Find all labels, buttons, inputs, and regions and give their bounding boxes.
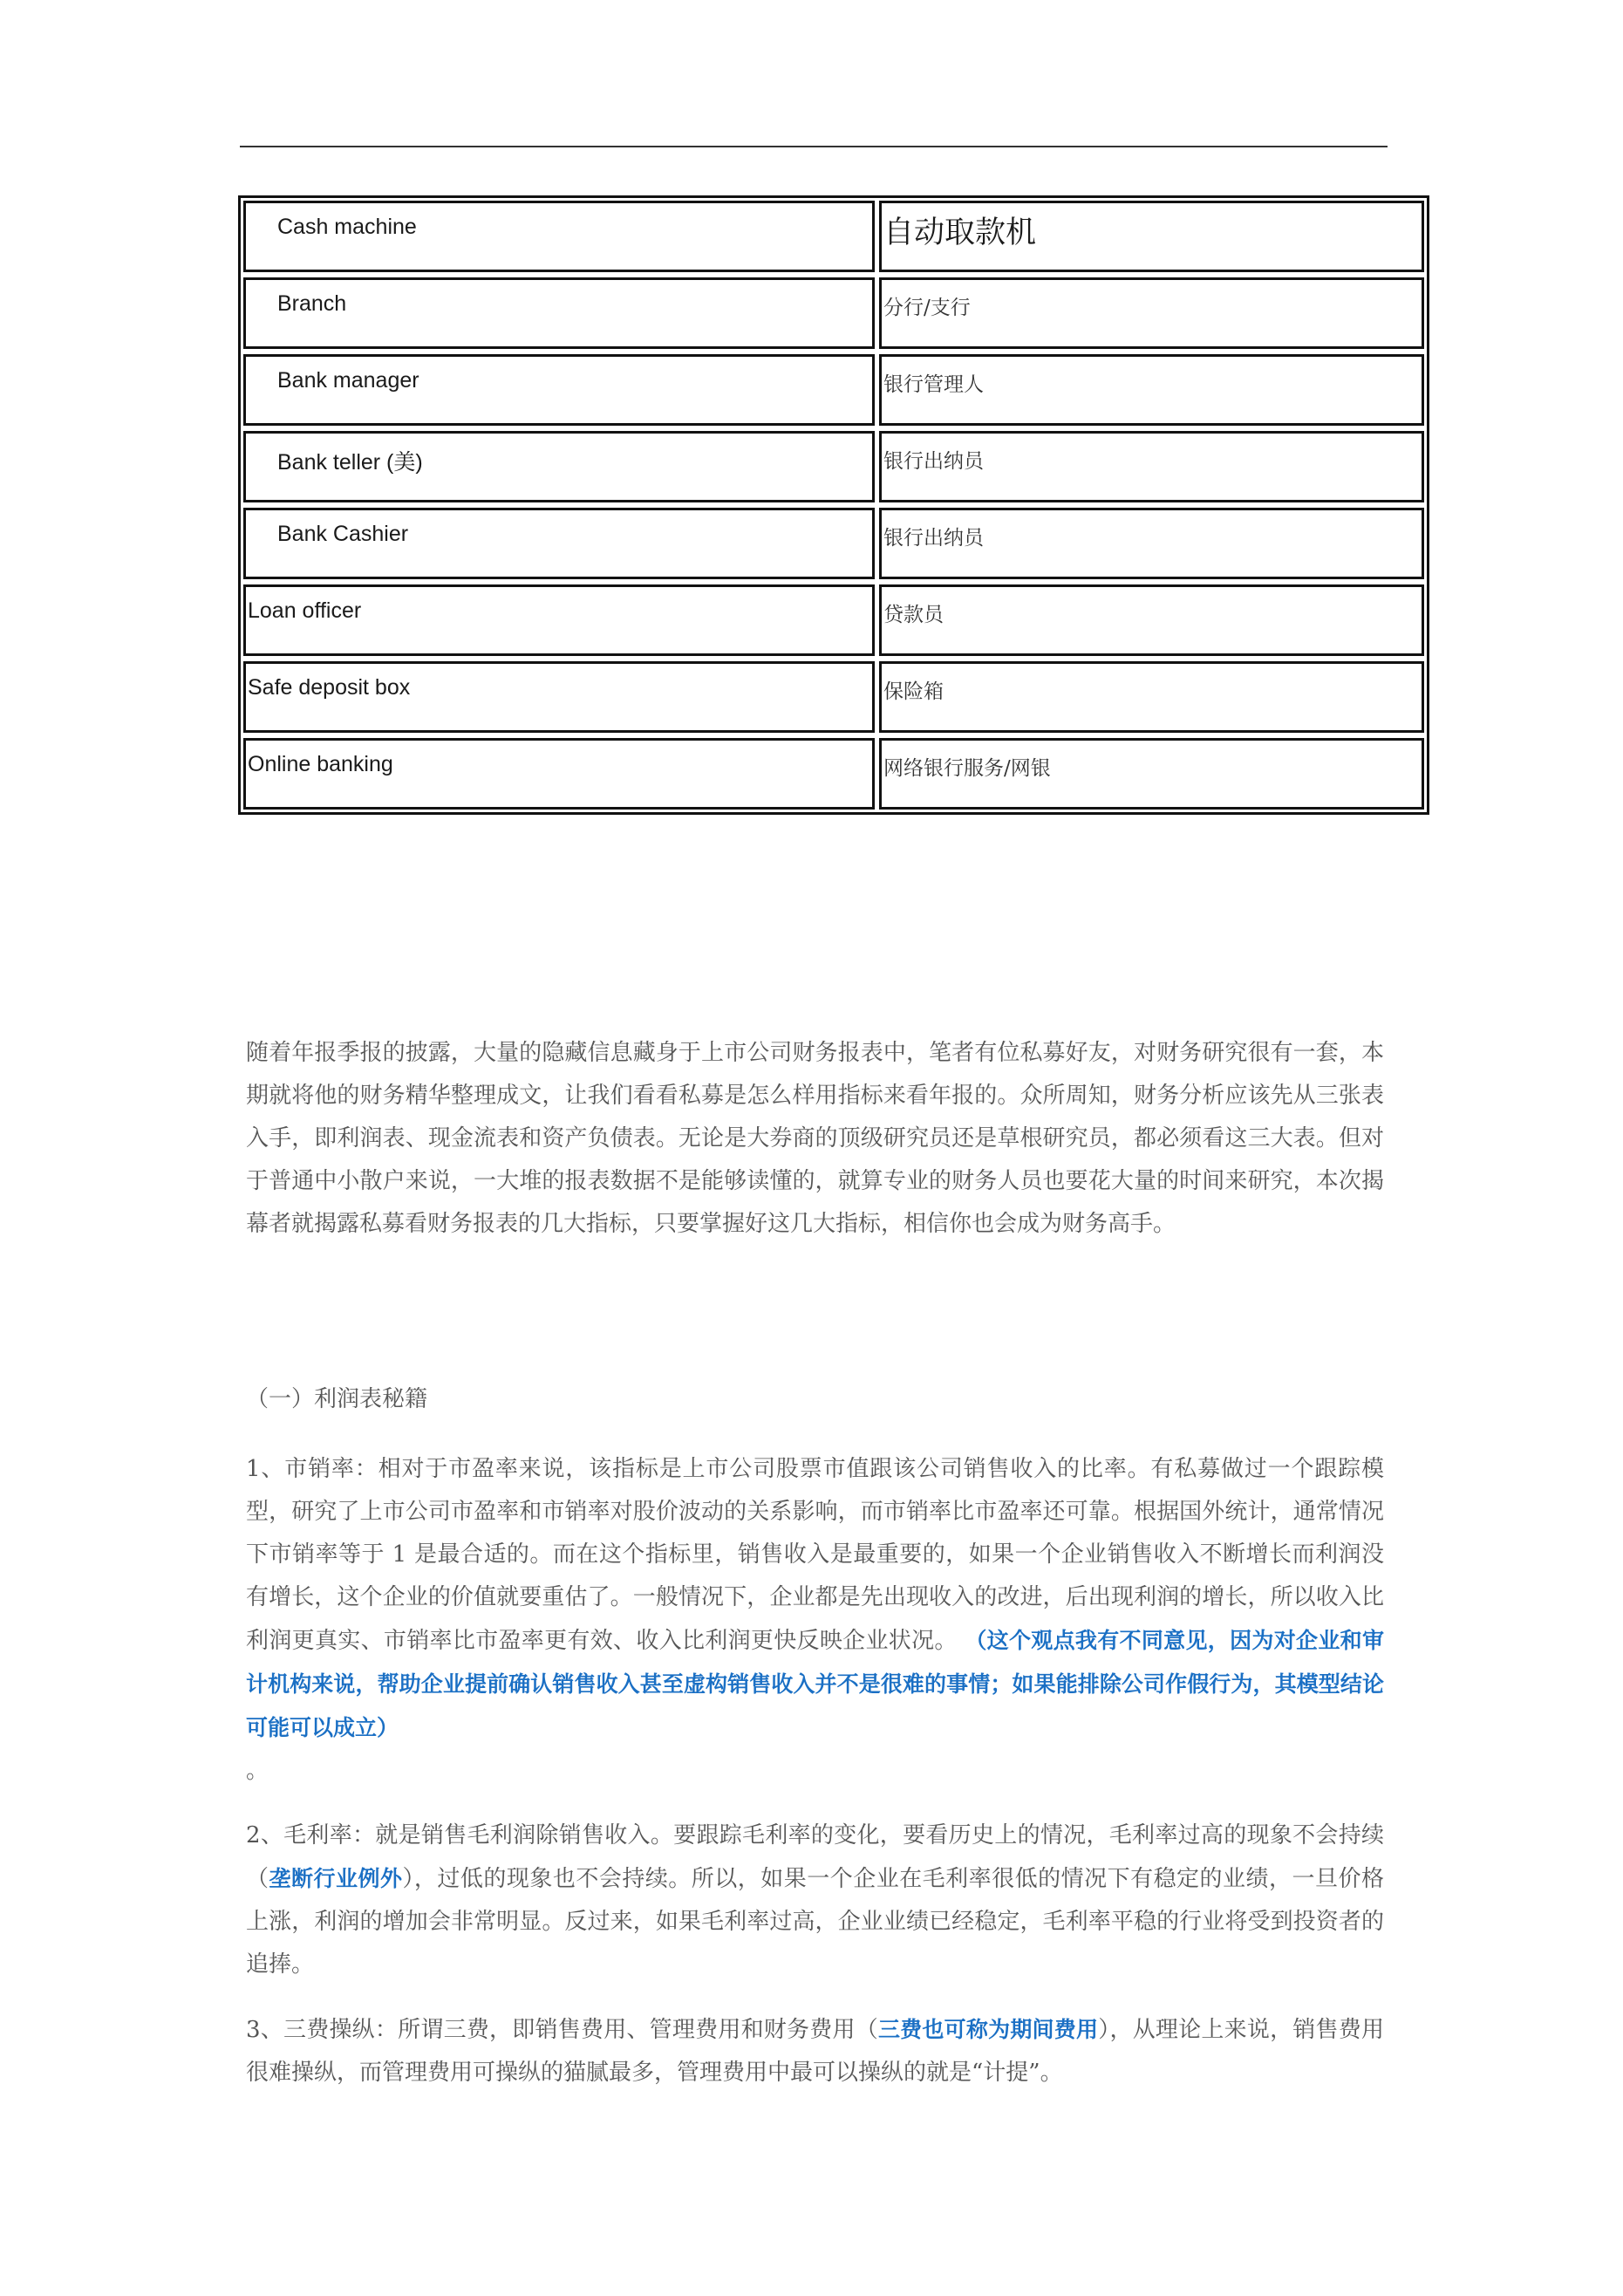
header-rule: [240, 146, 1388, 147]
term-english: Bank manager: [243, 354, 875, 426]
term-english: Loan officer: [243, 584, 875, 656]
term-chinese: 银行出纳员: [879, 508, 1424, 579]
intro-paragraph: 随着年报季报的披露，大量的隐藏信息藏身于上市公司财务报表中，笔者有位私募好友，对财务研究很有一套，本期就将他的财务精华整理成文，让我们看看私募是怎么样用指标来看年报的。众所周知，财务分析应该先从三张表入手，即利润表、现金流表和资产负债表。无论是大券商的顶级研究员还是草根研究员，都必须看这三大表。但对于普通中小散户来说，一大堆的报表数据不是能够读懂的，就算专业的财务人员也要花大量的时间来研究，本次揭幕者就揭露私募看财务报表的几大指标，只要掌握好这几大指标，相信你也会成为财务高手。: [246, 1040, 1384, 1237]
term-chinese: 保险箱: [879, 661, 1424, 733]
term-chinese: 银行出纳员: [879, 431, 1424, 502]
term-chinese: 网络银行服务/网银: [879, 738, 1424, 810]
term-english: Bank Cashier: [243, 508, 875, 579]
item-text: 2、毛利率：就是销售毛利润除销售收入。要跟踪毛利率的变化，要看历史上的情况，毛利率过高的现象不会持续（: [246, 1822, 1384, 1892]
term-english: Safe deposit box: [243, 661, 875, 733]
item-tail: 。: [246, 1758, 269, 1784]
term-chinese: 分行/支行: [879, 277, 1424, 349]
editor-note: 垄断行业例外: [269, 1866, 403, 1891]
term-chinese: 贷款员: [879, 584, 1424, 656]
term-english: Online banking: [243, 738, 875, 810]
term-chinese: 银行管理人: [879, 354, 1424, 426]
table-row: [243, 354, 1424, 426]
table-row: [243, 277, 1424, 349]
indicator-item: [246, 1448, 1384, 1793]
indicator-list: [246, 1448, 1384, 2116]
item-text: ），过低的现象也不会持续。所以，如果一个企业在毛利率很低的情况下有稳定的业绩，一旦价格上涨，利润的增加会非常明显。反过来，如果毛利率过高，企业业绩已经稳定，毛利率平稳的行业将受到投资者的追捧。: [246, 1866, 1384, 1978]
item-text: 1、市销率：相对于市盈率来说，该指标是上市公司股票市值跟该公司销售收入的比率。有私募做过一个跟踪模型，研究了上市公司市盈率和市销率对股价波动的关系影响，而市销率比市盈率还可靠。根据国外统计，通常情况下市销率等于 1 是最合适的。而在这个指标里，销售收入是最重要的，如果一个企业销售收入不断增长而利润没有增长，这个企业的价值就要重估了。一般情况下，企业都是先出现收入的改进，后出现利润的增长，所以收入比利润更真实、市销率比市盈率更有效、收入比利润更快反映企业状况。: [246, 1456, 1384, 1654]
item-text: 3、三费操纵：所谓三费，即销售费用、管理费用和财务费用（: [246, 2017, 878, 2043]
table-row: [243, 201, 1424, 272]
editor-note: 三费也可称为期间费用: [877, 2017, 1099, 2042]
banking-glossary-table: [238, 195, 1429, 815]
term-english: Bank teller (美): [243, 431, 875, 502]
table-row: [243, 738, 1424, 810]
term-chinese: 自动取款机: [879, 201, 1424, 272]
item-text: ），从理论上来说，销售费用很难操纵，而管理费用可操纵的猫腻最多，管理费用中最可以操纵的就是“计提”。: [246, 2017, 1384, 2086]
table-row: [243, 584, 1424, 656]
table-row: [243, 661, 1424, 733]
term-english: Cash machine: [243, 201, 875, 272]
indicator-item: [246, 1814, 1384, 1986]
section-title: （一）利润表秘籍: [246, 1386, 428, 1412]
indicator-item: [246, 2008, 1384, 2094]
table-row: [243, 431, 1424, 502]
article-intro: [246, 1032, 1384, 1246]
term-english: Branch: [243, 277, 875, 349]
editor-note: （这个观点我有不同意见，因为对企业和审计机构来说，帮助企业提前确认销售收入甚至虚构销售收入并不是很难的事情；如果能排除公司作假行为，其模型结论可能可以成立）: [246, 1628, 1384, 1740]
table-row: [243, 508, 1424, 579]
